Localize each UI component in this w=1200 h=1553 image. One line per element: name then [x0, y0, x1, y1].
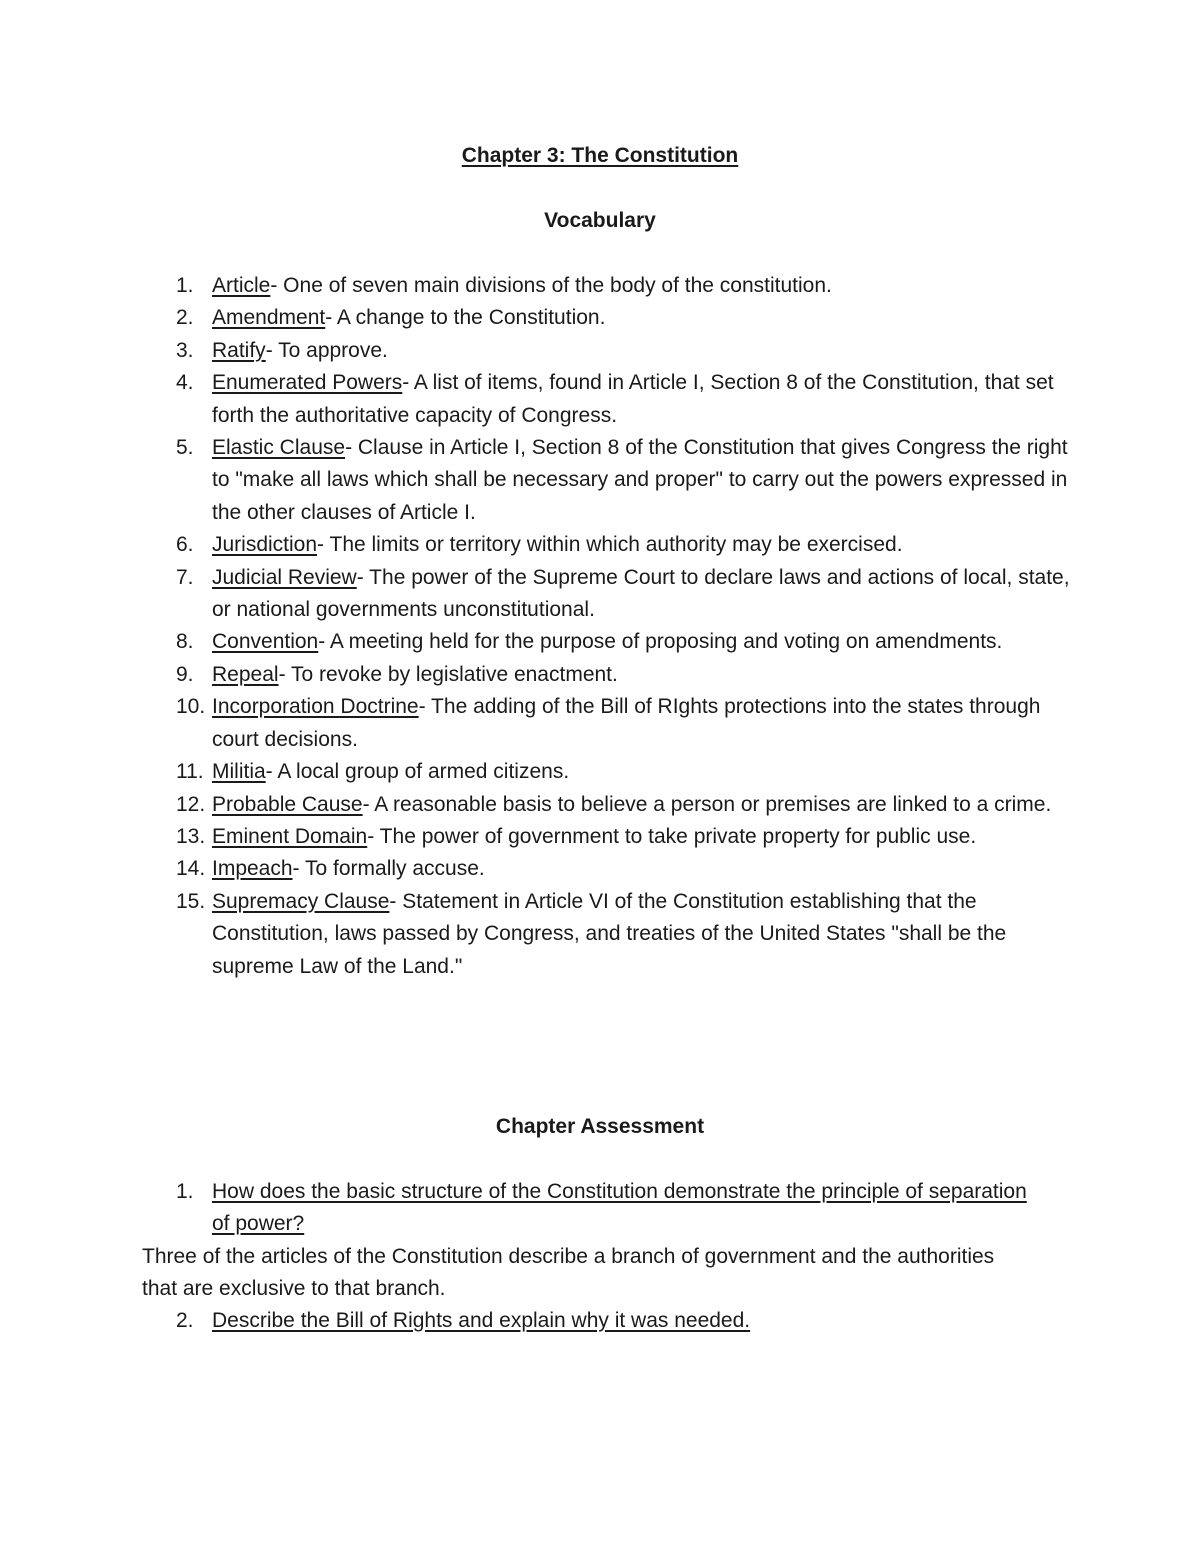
vocab-term: Incorporation Doctrine: [212, 695, 419, 719]
vocab-term: Elastic Clause: [212, 436, 346, 460]
item-number: 10.: [176, 695, 206, 719]
vocab-definition: - To approve.: [265, 338, 388, 362]
vocab-term: Probable Cause: [212, 792, 363, 816]
vocab-term: Convention: [212, 630, 319, 654]
vocab-item: [0, 335, 1200, 367]
vocab-item: [0, 789, 1200, 821]
question-number: 2.: [176, 1309, 194, 1332]
vocab-definition: - A list of items, found in Article I, Section 8 of the Constitution, that set forth the authoritative capacity of Congress.: [212, 371, 1054, 427]
assessment-question: [0, 1176, 1200, 1241]
vocab-item: [0, 886, 1200, 983]
question-text: How does the basic structure of the Constitution demonstrate the principle of separation of power?: [212, 1180, 1027, 1236]
vocab-definition: - The limits or territory within which authority may be exercised.: [317, 533, 903, 557]
item-number: 1.: [176, 274, 194, 297]
question-number: 1.: [176, 1180, 194, 1203]
vocab-definition: - To formally accuse.: [292, 857, 485, 881]
vocab-term: Militia: [212, 760, 266, 784]
vocab-term: Ratify: [212, 338, 266, 362]
vocab-definition: - A meeting held for the purpose of proposing and voting on amendments.: [318, 630, 1003, 654]
item-number: 6.: [176, 533, 194, 557]
question-text: Describe the Bill of Rights and explain why it was needed.: [212, 1309, 751, 1332]
item-number: 9.: [176, 662, 194, 686]
item-number: 15.: [176, 889, 206, 913]
vocab-definition: - A change to the Constitution.: [325, 306, 606, 330]
item-number: 11.: [176, 760, 204, 784]
vocab-term: Supremacy Clause: [212, 889, 390, 913]
vocab-item: [0, 367, 1200, 432]
vocab-definition: - Clause in Article I, Section 8 of the Constitution that gives Congress the right to "make all laws which shall be necessary and proper" to carry out the powers expressed in the other clauses of Article I.: [212, 436, 1068, 524]
vocab-item: [0, 302, 1200, 334]
vocab-item: [0, 821, 1200, 853]
vocab-item: [0, 659, 1200, 691]
vocab-term: Eminent Domain: [212, 824, 368, 848]
item-number: 3.: [176, 338, 194, 362]
vocab-definition: - A local group of armed citizens.: [265, 760, 570, 784]
item-number: 4.: [176, 371, 194, 395]
vocab-definition: - The adding of the Bill of RIghts protections into the states through court decisions.: [212, 695, 1041, 751]
vocab-term: Impeach: [212, 857, 293, 881]
vocab-item: [0, 432, 1200, 529]
vocab-definition: - Statement in Article VI of the Constitution establishing that the Constitution, laws passed by Congress, and treaties of the United States "shall be the supreme Law of the Land.": [212, 889, 1007, 978]
vocab-term: Jurisdiction: [212, 533, 318, 557]
vocab-item: [0, 853, 1200, 885]
item-number: 7.: [176, 565, 194, 589]
vocab-item: [0, 562, 1200, 627]
vocab-item: [0, 529, 1200, 561]
vocab-definition: - The power of the Supreme Court to declare laws and actions of local, state, or national governments unconstitutional.: [212, 565, 1070, 622]
vocab-term: Article: [212, 274, 271, 297]
page-title-text: Chapter 3: The Constitution: [461, 144, 739, 167]
vocab-term: Amendment: [212, 306, 326, 330]
vocab-item: [0, 756, 1200, 788]
vocab-term: Enumerated Powers: [212, 371, 403, 395]
item-number: 8.: [176, 630, 194, 654]
vocabulary-heading: Vocabulary: [544, 209, 656, 232]
vocab-definition: - A reasonable basis to believe a person or premises are linked to a crime.: [362, 792, 1052, 816]
vocab-definition: - The power of government to take private property for public use.: [367, 824, 977, 848]
vocab-definition: - One of seven main divisions of the body of the constitution.: [270, 274, 832, 297]
item-number: 12.: [176, 792, 206, 816]
item-number: 2.: [176, 306, 194, 330]
assessment-question: [0, 1305, 1200, 1337]
item-number: 13.: [176, 824, 206, 848]
vocab-item: [0, 626, 1200, 658]
item-number: 5.: [176, 436, 194, 460]
assessment-heading: Chapter Assessment: [495, 1115, 705, 1138]
answer-text: Three of the articles of the Constitution describe a branch of government and the authorities that are exclusive to that branch.: [142, 1245, 995, 1301]
vocab-definition: - To revoke by legislative enactment.: [278, 662, 618, 686]
item-number: 14.: [176, 857, 206, 881]
page-title: [0, 141, 1200, 171]
vocab-item: [0, 691, 1200, 756]
vocab-term: Repeal: [212, 662, 279, 686]
vocabulary-list: [0, 270, 1200, 983]
vocab-item: [0, 270, 1200, 302]
vocab-term: Judicial Review: [212, 565, 357, 589]
